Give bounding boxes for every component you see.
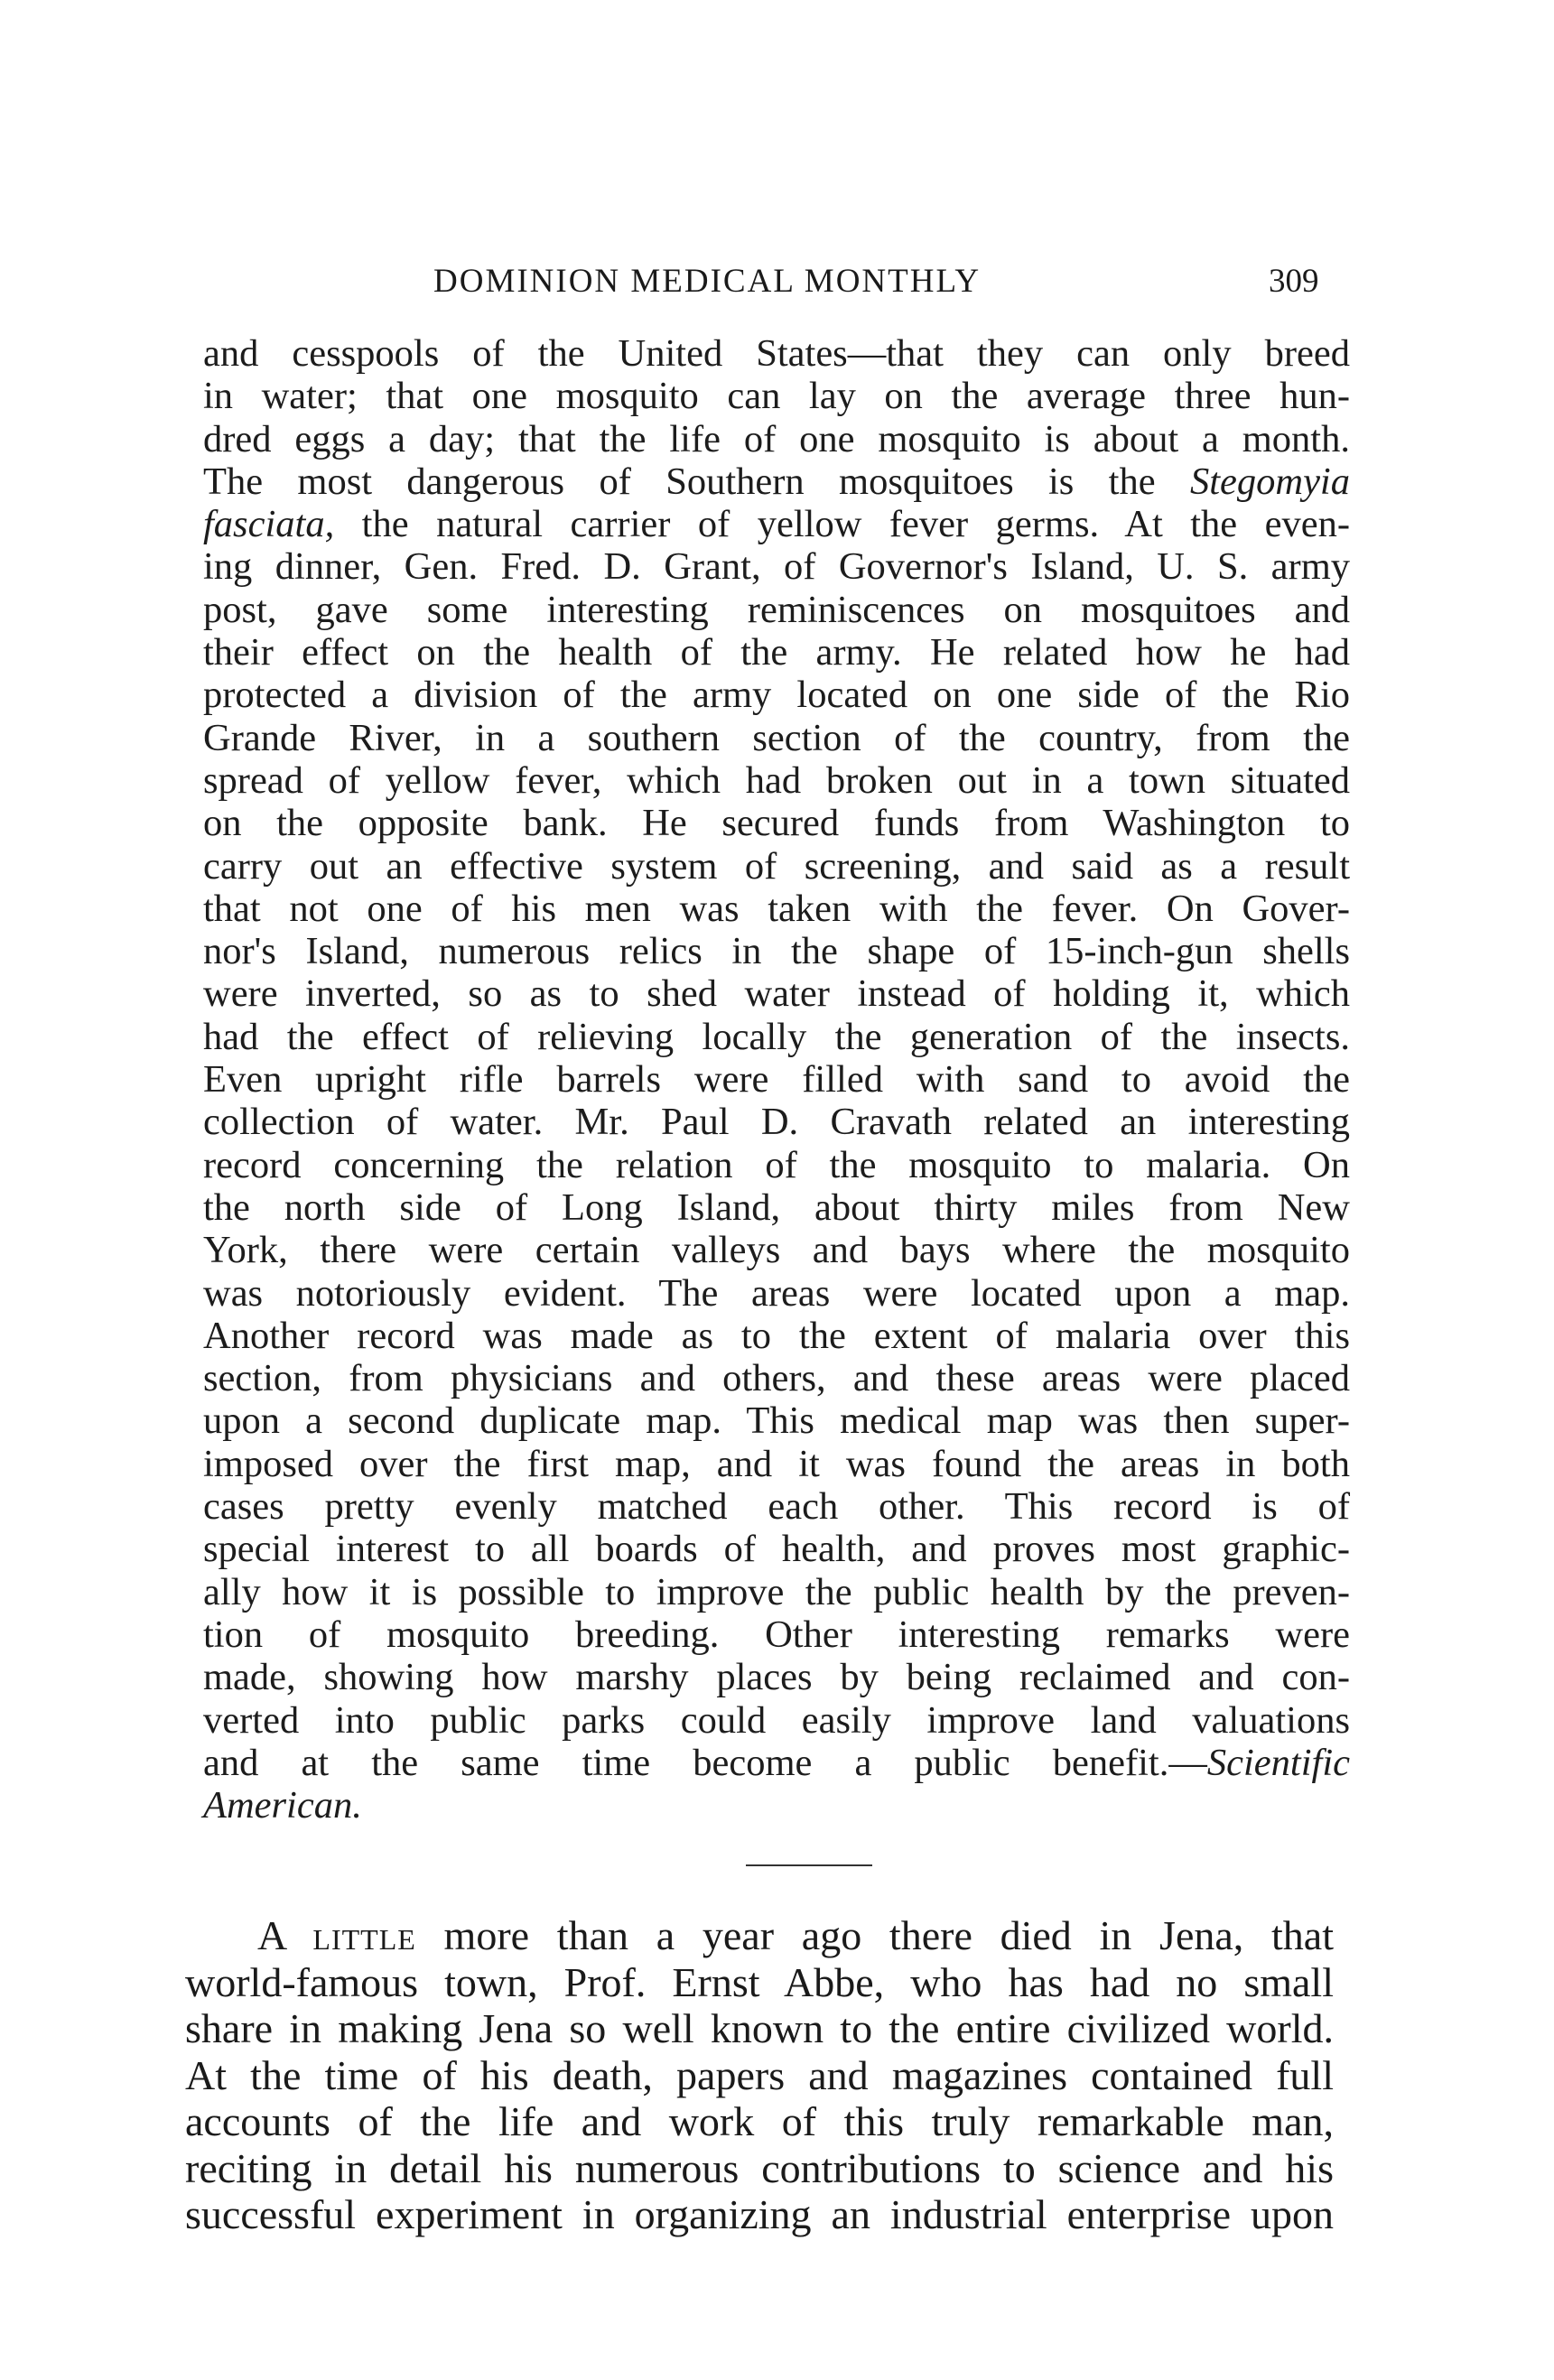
text-line: on the opposite bank. He secured funds from Washington to [203,802,1350,845]
text-line: share in making Jena so well known to the entire civilized world. [185,2005,1334,2051]
section-divider [746,1864,872,1866]
text-line: At the time of his death, papers and magazines contained full [185,2051,1334,2098]
text-line: their effect on the health of the army. He related how he had [203,631,1350,674]
text-line: record concerning the relation of the mosquito to malaria. On [203,1143,1350,1186]
text-line: tion of mosquito breeding. Other interesting remarks were [203,1613,1350,1656]
text-span: The most dangerous of Southern mosquitoes is the [203,460,1190,503]
text-span: more than a year ago there died in Jena, that [415,1912,1334,1958]
species-name-italic: Stegomyia [1189,460,1350,503]
text-line: verted into public parks could easily improve land valuations [203,1698,1350,1742]
source-citation-italic: Scientific [1206,1741,1350,1784]
text-line: post, gave some interesting reminiscences on mosquitoes and [203,588,1350,631]
text-line: carry out an effective system of screening, and said as a result [203,844,1350,888]
text-line: accounts of the life and work of this truly remarkable man, [185,2098,1334,2144]
text-line: reciting in detail his numerous contributions to science and his [185,2144,1334,2191]
text-line: dred eggs a day; that the life of one mosquito is about a month. [203,417,1350,460]
article-paragraph-abbe [185,1912,1334,2238]
text-line: cases pretty evenly matched each other. This record is of [203,1485,1350,1529]
text-line: had the effect of relieving locally the generation of the insects. [203,1015,1350,1058]
text-line [185,1912,1334,1959]
text-line: nor's Island, numerous relics in the shape of 15-inch-gun shells [203,930,1350,973]
text-line: was notoriously evident. The areas were located upon a map. [203,1271,1350,1315]
text-line: spread of yellow fever, which had broken out in a town situated [203,758,1350,802]
text-line [203,460,1350,503]
text-line: imposed over the first map, and it was found the areas in both [203,1442,1350,1485]
text-line: world-famous town, Prof. Ernst Abbe, who has had no small [185,1958,1334,2005]
source-citation-italic: American. [203,1784,362,1827]
text-line: protected a division of the army located on one side of the Rio [203,674,1350,717]
page-number: 309 [1269,263,1319,300]
running-head: DOMINION MEDICAL MONTHLY [433,263,982,300]
text-line: ing dinner, Gen. Fred. D. Grant, of Governor's Island, U. S. army [203,545,1350,589]
text-span: and at the same time become a public benefit.— [203,1741,1207,1784]
text-line: and cesspools of the United States—that they can only breed [203,332,1350,375]
text-line: Even upright rifle barrels were filled with sand to avoid the [203,1058,1350,1102]
article-paragraph-mosquito [203,332,1350,1827]
text-line: Another record was made as to the extent of malaria over this [203,1314,1350,1357]
text-line: collection of water. Mr. Paul D. Cravath related an interesting [203,1101,1350,1144]
text-line: in water; that one mosquito can lay on the average three hun- [203,375,1350,418]
text-line: the north side of Long Island, about thirty miles from New [203,1185,1350,1229]
text-line: York, there were certain valleys and bays where the mosquito [203,1229,1350,1272]
text-line: were inverted, so as to shed water instead of holding it, which [203,972,1350,1016]
text-span: the natural carrier of yellow fever germs. At the even- [334,503,1350,546]
text-line: made, showing how marshy places by being reclaimed and con- [203,1656,1350,1699]
text-line: Grande River, in a southern section of the country, from the [203,716,1350,759]
text-line: ally how it is possible to improve the public health by the preven- [203,1570,1350,1613]
text-line [203,1742,1350,1784]
text-line: section, from physicians and others, and these areas were placed [203,1357,1350,1400]
species-name-italic: fasciata, [203,503,335,546]
text-line [203,503,1350,545]
text-line: successful experiment in organizing an industrial enterprise upon [185,2191,1334,2237]
text-line [203,1784,1350,1827]
text-line: upon a second duplicate map. This medical map was then super- [203,1399,1350,1443]
text-line: special interest to all boards of health, and proves most graphic- [203,1528,1350,1571]
text-span: A [257,1912,313,1958]
small-caps-lead: little [312,1912,416,1958]
text-line: that not one of his men was taken with the fever. On Gover- [203,887,1350,930]
